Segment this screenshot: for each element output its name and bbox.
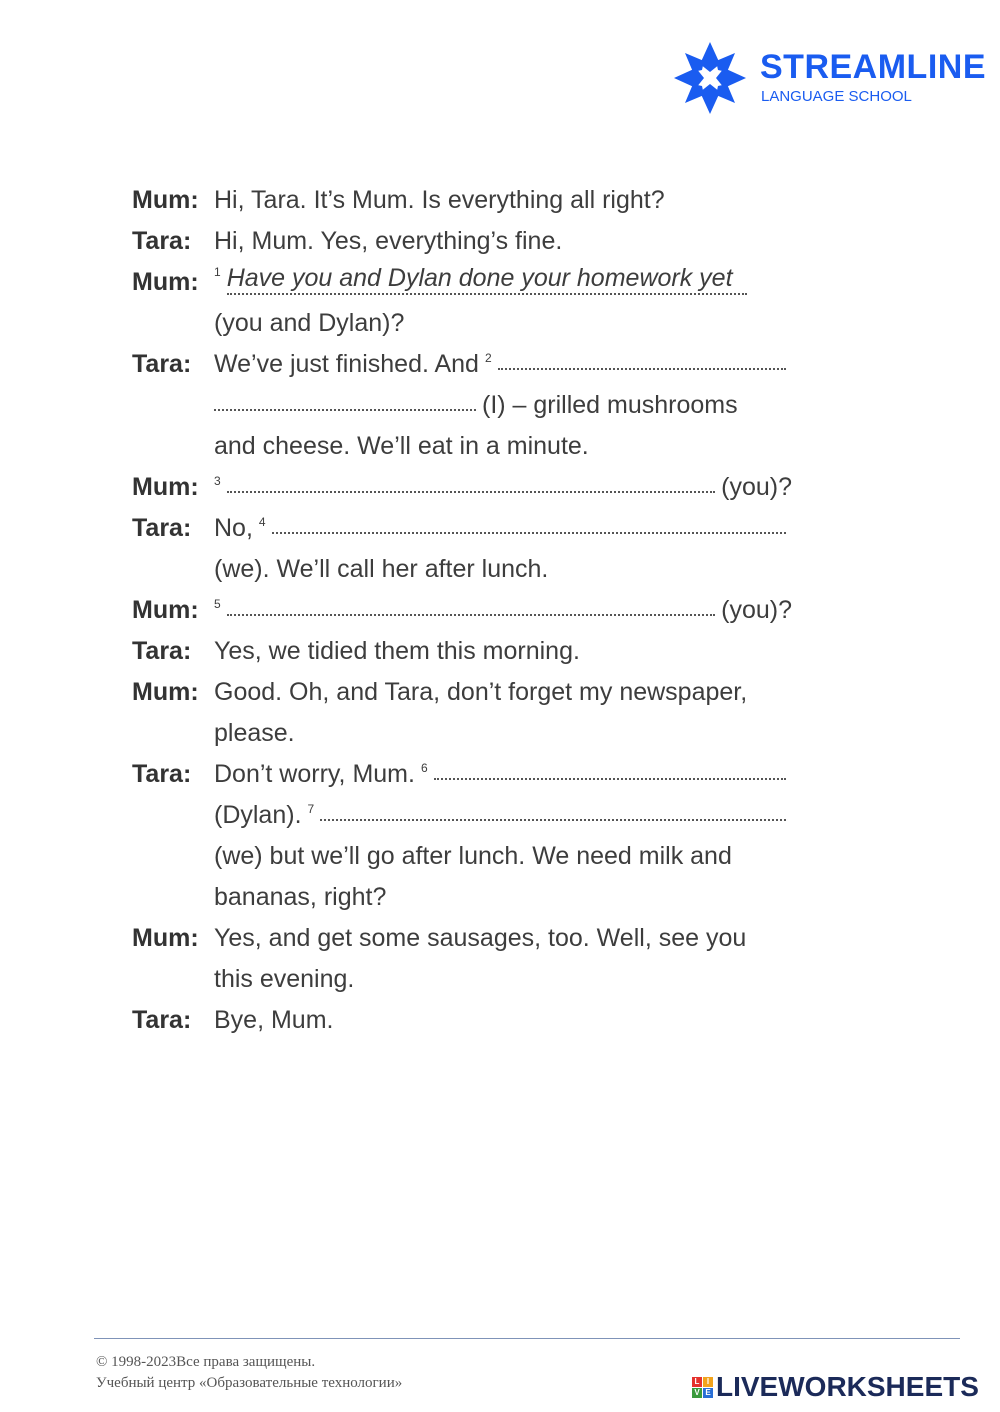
dialogue-line: bananas, right? bbox=[214, 883, 387, 911]
footer-divider bbox=[94, 1338, 960, 1339]
answer-gap-6[interactable] bbox=[434, 778, 786, 780]
speaker-label: Tara: bbox=[132, 514, 192, 542]
gap-number: 1 bbox=[214, 265, 221, 279]
dialogue-line: Yes, and get some sausages, too. Well, see you bbox=[214, 924, 747, 952]
dialogue-line: (you and Dylan)? bbox=[214, 309, 405, 337]
dialogue-line: Yes, we tidied them this morning. bbox=[214, 637, 580, 665]
answer-gap-3[interactable] bbox=[227, 491, 715, 493]
gap-number: 4 bbox=[258, 515, 266, 529]
copyright-line: © 1998-2023Все права защищены. bbox=[96, 1354, 316, 1370]
gap-number: 3 bbox=[214, 474, 221, 488]
gap-number: 5 bbox=[214, 597, 221, 611]
dialogue-turn bbox=[132, 631, 792, 672]
example-answer: Have you and Dylan done your homework yet bbox=[227, 263, 747, 295]
dialogue-turn bbox=[132, 754, 792, 918]
dialogue-turn bbox=[132, 508, 792, 590]
dialogue-line: Bye, Mum. bbox=[214, 1006, 334, 1034]
dialogue-line: this evening. bbox=[214, 965, 355, 993]
speaker-label: Tara: bbox=[132, 1006, 192, 1034]
streamline-logo bbox=[674, 42, 986, 114]
answer-gap-5[interactable] bbox=[227, 614, 715, 616]
gap-number: 7 bbox=[307, 802, 315, 816]
dialogue-turn bbox=[132, 590, 792, 631]
copyright bbox=[96, 1352, 402, 1394]
answer-gap-2[interactable] bbox=[498, 368, 786, 370]
dialogue-line: No, bbox=[214, 514, 253, 542]
brand-name: STREAMLINE bbox=[760, 48, 986, 86]
dialogue-line: (you)? bbox=[721, 596, 792, 624]
answer-gap-4[interactable] bbox=[272, 532, 786, 534]
dialogue-turn bbox=[132, 344, 792, 467]
dialogue-turn bbox=[132, 262, 792, 344]
dialogue-turn bbox=[132, 918, 792, 1000]
speaker-label: Tara: bbox=[132, 637, 192, 665]
speaker-label: Mum: bbox=[132, 924, 199, 952]
dialogue-line: (Dylan). bbox=[214, 801, 302, 829]
dialogue-line: Hi, Mum. Yes, everything’s fine. bbox=[214, 227, 563, 255]
dialogue-line: Good. Oh, and Tara, don’t forget my newspaper, bbox=[214, 678, 748, 706]
dialogue-line: (I) – grilled mushrooms bbox=[482, 391, 738, 419]
dialogue-turn bbox=[132, 1000, 792, 1041]
speaker-label: Mum: bbox=[132, 186, 199, 214]
brand-subtitle: LANGUAGE SCHOOL bbox=[761, 88, 912, 105]
answer-gap-7[interactable] bbox=[320, 819, 786, 821]
dialogue-line: (we). We’ll call her after lunch. bbox=[214, 555, 549, 583]
speaker-label: Tara: bbox=[132, 760, 192, 788]
liveworksheets-brand: LIVEWORKSHEETS bbox=[716, 1371, 979, 1402]
dialogue-line: and cheese. We’ll eat in a minute. bbox=[214, 432, 589, 460]
gap-number: 6 bbox=[420, 761, 428, 775]
star-compass-icon bbox=[674, 42, 746, 114]
dialogue-turn bbox=[132, 221, 792, 262]
speaker-label: Mum: bbox=[132, 678, 199, 706]
dialogue-line: (you)? bbox=[721, 473, 792, 501]
liveworksheets-logo[interactable] bbox=[692, 1372, 979, 1402]
copyright-line: Учебный центр «Образовательные технологии» bbox=[96, 1375, 403, 1391]
speaker-label: Mum: bbox=[132, 596, 199, 624]
speaker-label: Tara: bbox=[132, 227, 192, 255]
dialogue-line: We’ve just finished. And bbox=[214, 350, 479, 378]
dialogue-line: Hi, Tara. It’s Mum. Is everything all right? bbox=[214, 186, 665, 214]
dialogue-line: Don’t worry, Mum. bbox=[214, 760, 415, 788]
dialogue-turn bbox=[132, 672, 792, 754]
speaker-label: Tara: bbox=[132, 350, 192, 378]
dialogue-turn bbox=[132, 467, 792, 508]
liveworksheets-badge-icon: L I V E bbox=[692, 1377, 713, 1398]
dialogue-exercise bbox=[132, 180, 792, 1041]
answer-gap-2-continued[interactable] bbox=[214, 409, 476, 411]
dialogue-line: (we) but we’ll go after lunch. We need milk and bbox=[214, 842, 732, 870]
dialogue-turn bbox=[132, 180, 792, 221]
dialogue-line: please. bbox=[214, 719, 295, 747]
gap-number: 2 bbox=[484, 351, 492, 365]
speaker-label: Mum: bbox=[132, 268, 199, 296]
speaker-label: Mum: bbox=[132, 473, 199, 501]
